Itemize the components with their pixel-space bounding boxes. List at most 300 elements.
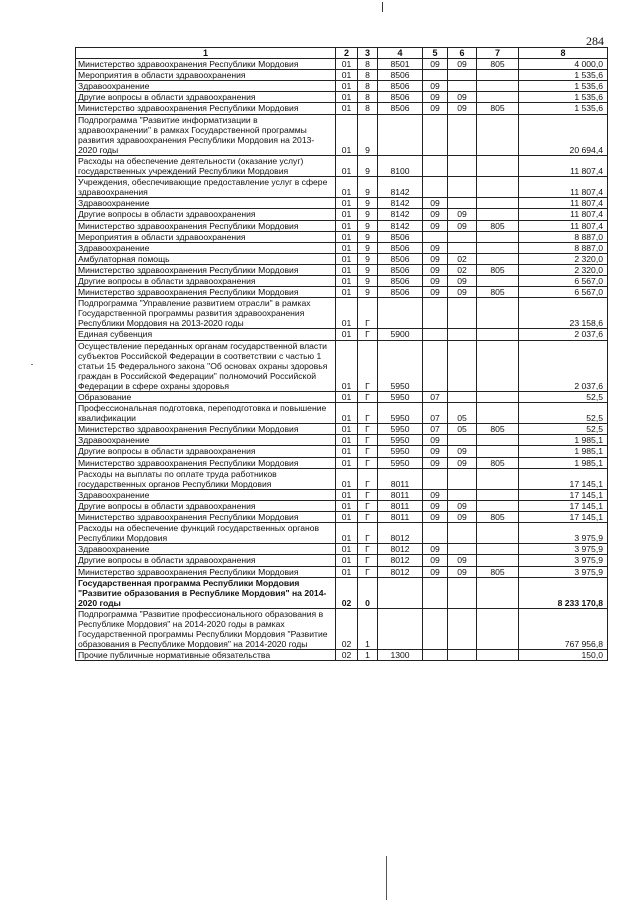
row-col-3: 9 (358, 264, 378, 275)
row-col-4 (378, 577, 423, 608)
row-col-2: 01 (336, 489, 358, 500)
row-col-7: 805 (477, 264, 519, 275)
row-name: Другие вопросы в области здравоохранения (76, 555, 336, 566)
row-col-6 (448, 650, 477, 661)
header-col-1: 1 (76, 48, 336, 59)
row-col-6: 05 (448, 424, 477, 435)
row-name: Расходы на обеспечение функций государственных органов Республики Мордовия (76, 523, 336, 544)
row-col-4: 8506 (378, 231, 423, 242)
row-col-6: 05 (448, 403, 477, 424)
row-col-3: Г (358, 392, 378, 403)
table-row (76, 457, 608, 468)
row-col-6: 09 (448, 555, 477, 566)
row-amount: 11 807,4 (519, 155, 608, 176)
row-col-5: 09 (423, 59, 448, 70)
row-col-3: Г (358, 544, 378, 555)
row-col-5: 09 (423, 446, 448, 457)
row-col-6 (448, 392, 477, 403)
row-col-5: 09 (423, 220, 448, 231)
row-col-7 (477, 242, 519, 253)
table-row (76, 424, 608, 435)
row-col-4: 8012 (378, 523, 423, 544)
row-col-4: 8012 (378, 544, 423, 555)
row-col-2: 01 (336, 231, 358, 242)
table-row (76, 608, 608, 649)
row-name: Единая субвенция (76, 329, 336, 340)
row-col-3: Г (358, 435, 378, 446)
row-col-6 (448, 155, 477, 176)
row-col-2: 01 (336, 457, 358, 468)
table-row (76, 92, 608, 103)
row-col-2: 01 (336, 155, 358, 176)
row-col-5: 09 (423, 500, 448, 511)
row-col-5 (423, 577, 448, 608)
row-col-4: 5950 (378, 392, 423, 403)
row-col-5 (423, 177, 448, 198)
row-col-7 (477, 468, 519, 489)
row-name: Подпрограмма "Развитие профессионального образования в Республике Мордовия" на 2014-2020 годы в рамках Государственной программы Республики Мордовия "Развитие образования в Республике Мордовия" на 2014-2020 годы (76, 608, 336, 649)
row-col-4: 8501 (378, 59, 423, 70)
row-col-7: 805 (477, 220, 519, 231)
row-amount: 20 694,4 (519, 114, 608, 155)
row-col-6 (448, 340, 477, 391)
row-amount: 11 807,4 (519, 220, 608, 231)
table-row (76, 512, 608, 523)
row-col-3: Г (358, 329, 378, 340)
row-amount: 3 975,9 (519, 544, 608, 555)
row-col-5: 09 (423, 81, 448, 92)
row-col-4: 8011 (378, 468, 423, 489)
row-col-2: 01 (336, 198, 358, 209)
header-col-4: 4 (378, 48, 423, 59)
row-col-6 (448, 577, 477, 608)
row-name: Прочие публичные нормативные обязательства (76, 650, 336, 661)
row-col-2: 01 (336, 403, 358, 424)
table-row (76, 177, 608, 198)
row-col-2: 01 (336, 253, 358, 264)
table-row (76, 81, 608, 92)
row-col-4 (378, 608, 423, 649)
table-row (76, 220, 608, 231)
row-col-7 (477, 544, 519, 555)
row-col-5 (423, 523, 448, 544)
row-col-5: 09 (423, 435, 448, 446)
row-amount: 17 145,1 (519, 500, 608, 511)
table-row (76, 650, 608, 661)
row-col-2: 01 (336, 220, 358, 231)
row-col-5 (423, 329, 448, 340)
row-name: Мероприятия в области здравоохранения (76, 70, 336, 81)
table-row (76, 500, 608, 511)
row-name: Подпрограмма "Управление развитием отрасли" в рамках Государственной программы развития здравоохранения Республики Мордовия на 2013-2020 годы (76, 298, 336, 329)
row-name: Другие вопросы в области здравоохранения (76, 275, 336, 286)
row-col-2: 01 (336, 566, 358, 577)
row-col-2: 01 (336, 500, 358, 511)
row-col-3: 0 (358, 577, 378, 608)
row-col-6 (448, 177, 477, 198)
row-name: Министерство здравоохранения Республики Мордовия (76, 220, 336, 231)
row-amount: 11 807,4 (519, 177, 608, 198)
table-row (76, 577, 608, 608)
row-name: Амбулаторная помощь (76, 253, 336, 264)
row-amount: 2 037,6 (519, 329, 608, 340)
row-col-6: 02 (448, 253, 477, 264)
row-amount: 3 975,9 (519, 566, 608, 577)
row-name: Министерство здравоохранения Республики Мордовия (76, 566, 336, 577)
table-row (76, 544, 608, 555)
row-col-2: 01 (336, 70, 358, 81)
row-col-7: 805 (477, 59, 519, 70)
row-col-5 (423, 298, 448, 329)
row-col-2: 01 (336, 468, 358, 489)
row-col-7 (477, 275, 519, 286)
table-header (76, 48, 608, 59)
table-row (76, 435, 608, 446)
row-col-6: 09 (448, 275, 477, 286)
row-col-3: Г (358, 489, 378, 500)
row-amount: 17 145,1 (519, 512, 608, 523)
row-col-3: 1 (358, 608, 378, 649)
row-amount: 1 535,6 (519, 81, 608, 92)
row-col-4: 8100 (378, 155, 423, 176)
row-col-4: 8506 (378, 70, 423, 81)
row-name: Министерство здравоохранения Республики Мордовия (76, 287, 336, 298)
row-col-7 (477, 403, 519, 424)
row-name: Другие вопросы в области здравоохранения (76, 446, 336, 457)
row-col-7 (477, 253, 519, 264)
row-name: Осуществление переданных органам государственной власти субъектов Российской Федерации в соответствии с частью 1 статьи 15 Федерального закона "Об основах охраны здоровья граждан в Российской Федерации" полномочий Российской Федерации в сфере охраны здоровья (76, 340, 336, 391)
row-col-2: 01 (336, 242, 358, 253)
row-name: Здравоохранение (76, 489, 336, 500)
row-col-4: 8142 (378, 220, 423, 231)
row-col-3: 9 (358, 231, 378, 242)
row-col-2: 01 (336, 114, 358, 155)
row-col-2: 02 (336, 650, 358, 661)
row-col-7 (477, 435, 519, 446)
row-col-7 (477, 329, 519, 340)
row-col-2: 01 (336, 555, 358, 566)
row-name: Министерство здравоохранения Республики Мордовия (76, 59, 336, 70)
row-col-4: 8506 (378, 287, 423, 298)
row-col-6: 09 (448, 512, 477, 523)
row-col-5 (423, 70, 448, 81)
row-amount: 4 000,0 (519, 59, 608, 70)
row-amount: 11 807,4 (519, 209, 608, 220)
row-col-4 (378, 114, 423, 155)
row-col-5: 07 (423, 424, 448, 435)
row-col-2: 01 (336, 81, 358, 92)
table-row (76, 275, 608, 286)
row-col-2: 01 (336, 329, 358, 340)
row-col-7 (477, 198, 519, 209)
row-col-7 (477, 523, 519, 544)
row-col-6: 02 (448, 264, 477, 275)
row-col-7 (477, 608, 519, 649)
row-col-4: 5950 (378, 403, 423, 424)
row-col-2: 01 (336, 512, 358, 523)
row-col-2: 01 (336, 424, 358, 435)
row-col-2: 01 (336, 275, 358, 286)
row-col-3: Г (358, 523, 378, 544)
row-col-2: 01 (336, 446, 358, 457)
row-amount: 1 985,1 (519, 457, 608, 468)
row-col-4: 5950 (378, 424, 423, 435)
row-col-2: 01 (336, 392, 358, 403)
row-col-4: 8506 (378, 253, 423, 264)
row-amount: 1 535,6 (519, 92, 608, 103)
row-col-3: Г (358, 403, 378, 424)
table-row (76, 103, 608, 114)
header-col-2: 2 (336, 48, 358, 59)
row-name: Другие вопросы в области здравоохранения (76, 209, 336, 220)
row-col-2: 01 (336, 298, 358, 329)
row-col-5: 09 (423, 287, 448, 298)
row-col-7 (477, 340, 519, 391)
row-col-5: 09 (423, 209, 448, 220)
row-col-2: 01 (336, 287, 358, 298)
row-col-7: 805 (477, 566, 519, 577)
row-col-3: 9 (358, 198, 378, 209)
row-col-6: 09 (448, 446, 477, 457)
row-name: Здравоохранение (76, 81, 336, 92)
row-col-5: 09 (423, 275, 448, 286)
row-col-3: 1 (358, 650, 378, 661)
row-col-6 (448, 489, 477, 500)
row-col-3: Г (358, 468, 378, 489)
row-col-5: 09 (423, 489, 448, 500)
table-row (76, 114, 608, 155)
row-name: Министерство здравоохранения Республики Мордовия (76, 512, 336, 523)
row-amount: 8 233 170,8 (519, 577, 608, 608)
header-col-7: 7 (477, 48, 519, 59)
row-col-3: 9 (358, 242, 378, 253)
row-amount: 3 975,9 (519, 555, 608, 566)
row-col-6: 09 (448, 287, 477, 298)
row-col-5 (423, 155, 448, 176)
row-col-7 (477, 70, 519, 81)
row-col-2: 01 (336, 177, 358, 198)
row-name: Здравоохранение (76, 435, 336, 446)
table-body (76, 59, 608, 661)
row-col-3: Г (358, 424, 378, 435)
row-col-5 (423, 468, 448, 489)
row-col-6 (448, 70, 477, 81)
row-amount: 6 567,0 (519, 287, 608, 298)
row-col-4: 1300 (378, 650, 423, 661)
table-row (76, 403, 608, 424)
table-row (76, 329, 608, 340)
row-col-7 (477, 81, 519, 92)
row-col-3: Г (358, 555, 378, 566)
row-col-4: 8506 (378, 81, 423, 92)
row-col-5: 09 (423, 555, 448, 566)
row-amount: 150,0 (519, 650, 608, 661)
table-row (76, 489, 608, 500)
row-col-7 (477, 92, 519, 103)
row-col-4: 8011 (378, 512, 423, 523)
row-col-3: 8 (358, 92, 378, 103)
row-col-2: 01 (336, 59, 358, 70)
row-amount: 17 145,1 (519, 489, 608, 500)
header-col-5: 5 (423, 48, 448, 59)
row-col-6 (448, 114, 477, 155)
row-col-3: 9 (358, 253, 378, 264)
row-col-4: 8142 (378, 198, 423, 209)
row-col-3: 9 (358, 275, 378, 286)
row-col-6: 09 (448, 209, 477, 220)
row-col-6 (448, 231, 477, 242)
row-col-4: 5900 (378, 329, 423, 340)
row-col-6 (448, 81, 477, 92)
row-amount: 52,5 (519, 392, 608, 403)
row-amount: 17 145,1 (519, 468, 608, 489)
row-amount: 1 985,1 (519, 446, 608, 457)
scan-mark-left (31, 364, 33, 365)
row-col-7 (477, 446, 519, 457)
row-col-6: 09 (448, 59, 477, 70)
row-col-3: 8 (358, 103, 378, 114)
row-col-2: 01 (336, 264, 358, 275)
header-col-6: 6 (448, 48, 477, 59)
row-col-2: 01 (336, 340, 358, 391)
row-col-3: 9 (358, 114, 378, 155)
row-col-4: 8506 (378, 264, 423, 275)
row-amount: 1 985,1 (519, 435, 608, 446)
table-row (76, 59, 608, 70)
row-col-6 (448, 468, 477, 489)
row-col-7 (477, 489, 519, 500)
row-col-3: 8 (358, 70, 378, 81)
row-col-6: 09 (448, 457, 477, 468)
row-col-4 (378, 298, 423, 329)
table-row (76, 198, 608, 209)
row-amount: 11 807,4 (519, 198, 608, 209)
header-col-3: 3 (358, 48, 378, 59)
row-col-3: Г (358, 512, 378, 523)
row-name: Расходы на обеспечение деятельности (оказание услуг) государственных учреждений Республики Мордовия (76, 155, 336, 176)
row-col-2: 01 (336, 523, 358, 544)
row-col-5: 07 (423, 403, 448, 424)
row-name: Профессиональная подготовка, переподготовка и повышение квалификации (76, 403, 336, 424)
row-col-4: 8011 (378, 500, 423, 511)
row-col-2: 02 (336, 577, 358, 608)
row-col-4: 8012 (378, 566, 423, 577)
row-col-7: 805 (477, 457, 519, 468)
row-col-6: 09 (448, 220, 477, 231)
row-amount: 2 037,6 (519, 340, 608, 391)
row-col-7 (477, 577, 519, 608)
row-col-3: 9 (358, 155, 378, 176)
row-col-6: 09 (448, 566, 477, 577)
row-col-3: Г (358, 340, 378, 391)
table-row (76, 298, 608, 329)
row-col-5: 09 (423, 253, 448, 264)
row-col-4: 8142 (378, 209, 423, 220)
table-row (76, 566, 608, 577)
row-name: Учреждения, обеспечивающие предоставление услуг в сфере здравоохранения (76, 177, 336, 198)
row-col-4: 8506 (378, 242, 423, 253)
page-number: 284 (586, 34, 604, 48)
row-col-4: 8011 (378, 489, 423, 500)
row-col-7 (477, 392, 519, 403)
budget-table (75, 47, 608, 661)
row-col-2: 01 (336, 544, 358, 555)
row-col-2: 01 (336, 209, 358, 220)
row-col-7 (477, 650, 519, 661)
row-col-7: 805 (477, 512, 519, 523)
table-row (76, 242, 608, 253)
row-col-5: 09 (423, 198, 448, 209)
row-name: Мероприятия в области здравоохранения (76, 231, 336, 242)
row-name: Министерство здравоохранения Республики Мордовия (76, 103, 336, 114)
row-col-3: 9 (358, 220, 378, 231)
row-col-3: 9 (358, 287, 378, 298)
row-amount: 2 320,0 (519, 253, 608, 264)
row-col-4: 5950 (378, 446, 423, 457)
row-col-6 (448, 242, 477, 253)
table-row (76, 392, 608, 403)
row-name: Другие вопросы в области здравоохранения (76, 92, 336, 103)
row-amount: 52,5 (519, 403, 608, 424)
row-col-3: Г (358, 500, 378, 511)
row-name: Здравоохранение (76, 242, 336, 253)
row-col-5: 09 (423, 512, 448, 523)
row-col-3: Г (358, 566, 378, 577)
header-row (76, 48, 608, 59)
row-amount: 3 975,9 (519, 523, 608, 544)
table-row (76, 446, 608, 457)
row-col-5 (423, 114, 448, 155)
scan-mark-bottom (386, 856, 387, 900)
table-row (76, 468, 608, 489)
row-name: Здравоохранение (76, 544, 336, 555)
row-col-4: 8506 (378, 92, 423, 103)
row-col-2: 01 (336, 435, 358, 446)
row-col-3: 8 (358, 81, 378, 92)
row-col-3: 8 (358, 59, 378, 70)
row-col-7: 805 (477, 287, 519, 298)
row-name: Расходы на выплаты по оплате труда работников государственных органов Республики Мордовия (76, 468, 336, 489)
row-col-4: 5950 (378, 457, 423, 468)
row-col-5: 09 (423, 566, 448, 577)
row-name: Подпрограмма "Развитие информатизации в здравоохранении" в рамках Государственной программы развития здравоохранения Республики Мордовия на 2013-2020 годы (76, 114, 336, 155)
row-col-7 (477, 555, 519, 566)
row-col-6 (448, 298, 477, 329)
row-col-7 (477, 209, 519, 220)
row-col-2: 01 (336, 103, 358, 114)
row-col-4: 8142 (378, 177, 423, 198)
row-amount: 23 158,6 (519, 298, 608, 329)
table-row (76, 523, 608, 544)
scan-mark-top (382, 2, 383, 12)
table-row (76, 555, 608, 566)
row-col-5: 09 (423, 92, 448, 103)
row-col-6 (448, 523, 477, 544)
row-amount: 6 567,0 (519, 275, 608, 286)
row-col-7 (477, 155, 519, 176)
row-col-4: 8506 (378, 103, 423, 114)
row-amount: 1 535,6 (519, 70, 608, 81)
row-col-6 (448, 435, 477, 446)
row-col-2: 02 (336, 608, 358, 649)
row-col-5 (423, 231, 448, 242)
row-col-7 (477, 298, 519, 329)
table-row (76, 287, 608, 298)
table-row (76, 155, 608, 176)
row-col-7 (477, 177, 519, 198)
row-col-5 (423, 340, 448, 391)
row-name: Образование (76, 392, 336, 403)
